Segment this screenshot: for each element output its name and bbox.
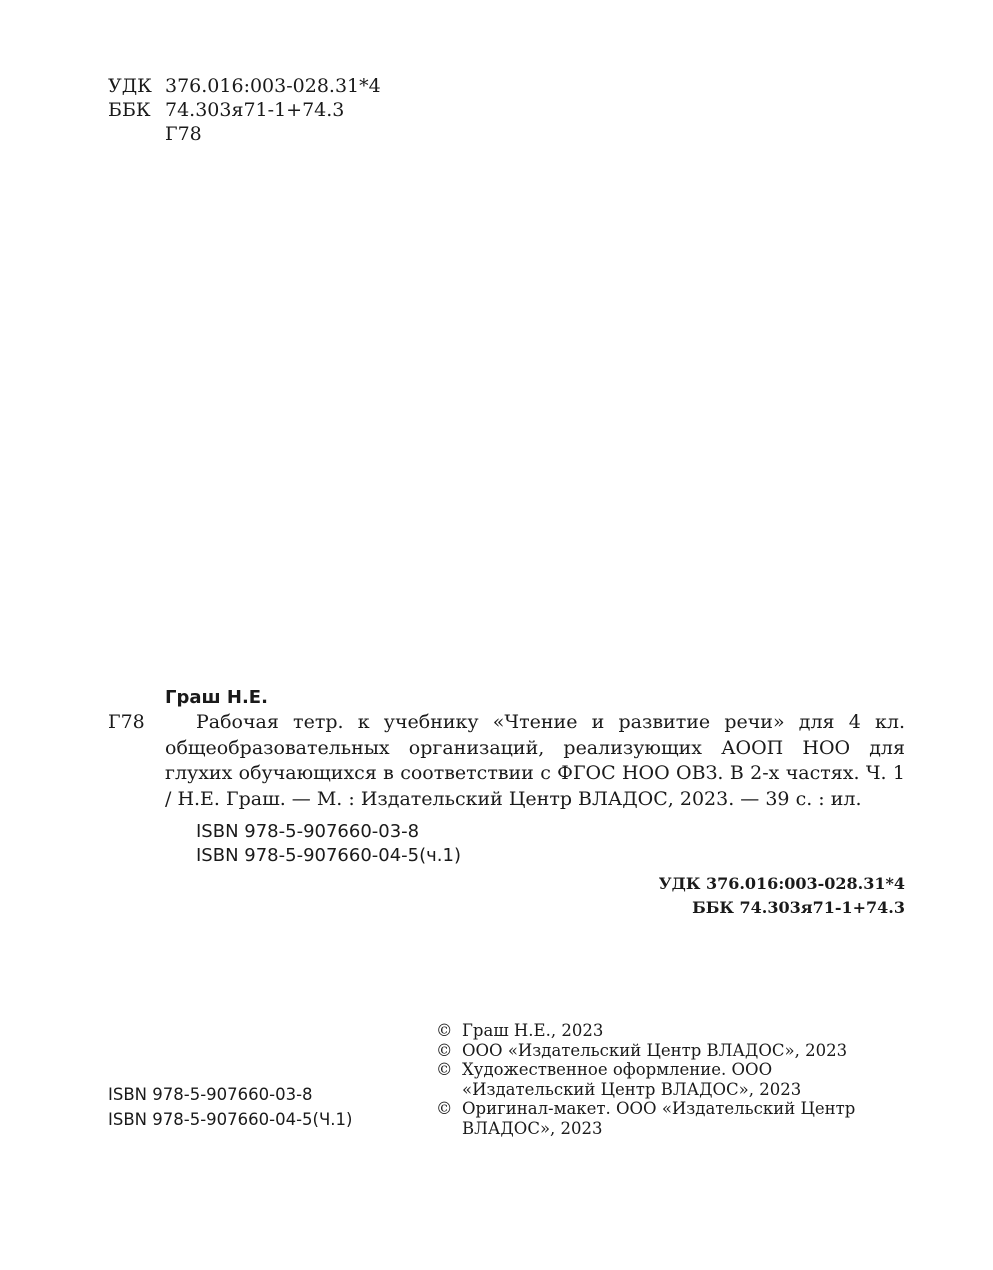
copyright-item <box>436 1099 906 1138</box>
bbk-row <box>108 98 381 122</box>
catalog-card <box>108 686 905 920</box>
card-author: Граш Н.Е. <box>165 687 268 708</box>
copyright-text: Оригинал-макет. ООО «Издательский Центр ВЛАДОС», 2023 <box>462 1099 856 1138</box>
copyright-text: Граш Н.Е., 2023 <box>462 1021 604 1040</box>
copyright-list <box>436 1021 906 1138</box>
copyright-item <box>436 1060 906 1099</box>
bottom-isbn-2: ISBN 978-5-907660-04-5(Ч.1) <box>108 1110 353 1129</box>
card-udk: УДК 376.016:003-028.31*4 <box>658 874 905 893</box>
card-description: Рабочая тетр. к учебнику «Чтение и развитие речи» для 4 кл. общеобразовательных организаций, реализующих АООП НОО для глухих обучающихся в соответствии с ФГОС НОО ОВЗ. В 2-х частях. Ч. 1 / Н.Е. Граш. — М. : Издательский Центр ВЛАДОС, 2023. — 39 с. : ил. <box>165 711 905 810</box>
copyright-symbol: © <box>436 1060 453 1079</box>
copyright-symbol: © <box>436 1040 453 1060</box>
card-classification <box>108 872 905 920</box>
card-description-block <box>108 710 905 812</box>
card-bbk: ББК 74.303я71-1+74.3 <box>692 898 905 917</box>
copyright-symbol: © <box>436 1099 453 1118</box>
copyright-text: ООО «Издательский Центр ВЛАДОС», 2023 <box>462 1040 848 1060</box>
copyright-text: Художественное оформление. ООО «Издательский Центр ВЛАДОС», 2023 <box>462 1060 802 1099</box>
author-code: Г78 <box>165 123 202 145</box>
card-isbn-2: ISBN 978-5-907660-04-5(ч.1) <box>196 845 461 866</box>
bbk-label: ББК <box>108 99 151 121</box>
copyright-item <box>436 1021 906 1041</box>
udk-row <box>108 74 381 98</box>
bottom-isbn-1: ISBN 978-5-907660-03-8 <box>108 1085 313 1104</box>
copyright-symbol: © <box>436 1021 453 1040</box>
card-isbn-list <box>108 820 905 868</box>
bottom-isbn-list <box>108 1082 352 1132</box>
udk-label: УДК <box>108 75 152 97</box>
classification-header <box>108 74 381 146</box>
card-isbn-1: ISBN 978-5-907660-03-8 <box>196 821 420 842</box>
bbk-value: 74.303я71-1+74.3 <box>165 99 345 121</box>
copyright-item <box>436 1041 906 1061</box>
udk-value: 376.016:003-028.31*4 <box>165 75 381 97</box>
card-author-code: Г78 <box>108 711 145 733</box>
